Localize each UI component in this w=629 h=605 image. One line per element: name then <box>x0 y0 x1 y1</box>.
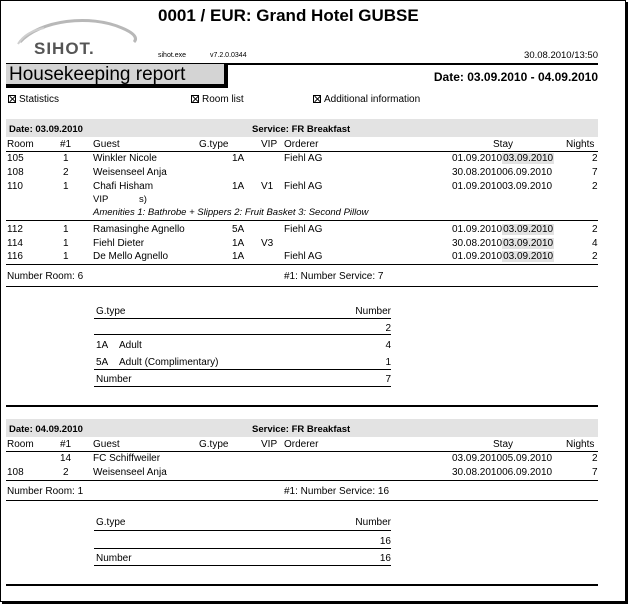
col-nights: Nights <box>566 139 595 150</box>
col-nights: Nights <box>566 439 595 450</box>
checkbox-checked-icon[interactable] <box>8 95 16 103</box>
stats-col-gtype: G.type <box>96 517 126 528</box>
col-gtype: G.type <box>199 439 229 450</box>
stats-col-gtype: G.type <box>96 306 126 317</box>
checkbox-checked-icon[interactable] <box>191 95 199 103</box>
section-rule <box>6 480 598 481</box>
stats-bottom-rule <box>94 565 391 566</box>
col-orderer: Orderer <box>284 439 319 450</box>
stats-col-number: Number <box>355 306 391 317</box>
section-date: Date: 03.09.2010 <box>9 124 83 135</box>
logo-text: SIHOT. <box>34 39 95 58</box>
col-orderer: Orderer <box>284 139 319 150</box>
amenities-note: Amenities 1: Bathrobe + Slippers 2: Fruit Basket 3: Second Pillow <box>93 207 369 218</box>
col-gtype: G.type <box>199 139 229 150</box>
section-date: Date: 04.09.2010 <box>9 424 83 435</box>
section-end-rule <box>6 584 598 586</box>
number-room: Number Room: 1 <box>7 486 84 497</box>
stats-rule <box>94 334 391 335</box>
col-guest: Guest <box>93 139 120 150</box>
stats-rule <box>94 548 391 549</box>
col-num: #1 <box>60 139 72 150</box>
stats-rule <box>94 369 391 370</box>
col-vip: VIP <box>261 439 278 450</box>
summary-rule <box>6 286 598 287</box>
checkbox-checked-icon[interactable] <box>313 95 321 103</box>
column-header-rule <box>6 451 598 452</box>
col-stay: Stay <box>493 439 514 450</box>
stats-col-number: Number <box>355 517 391 528</box>
option-additional-information[interactable]: Additional information <box>313 94 420 105</box>
number-service: #1: Number Service: 16 <box>284 486 390 497</box>
col-guest: Guest <box>93 439 120 450</box>
summary-rule <box>6 500 598 501</box>
app-version: v7.2.0.0344 <box>210 52 247 59</box>
stats-header-rule <box>94 530 391 531</box>
section-service: Service: FR Breakfast <box>252 124 351 135</box>
number-room: Number Room: 6 <box>7 271 84 282</box>
number-service: #1: Number Service: 7 <box>284 271 384 282</box>
section-service: Service: FR Breakfast <box>252 424 351 435</box>
col-num: #1 <box>60 439 72 450</box>
col-room: Room <box>7 439 34 450</box>
stats-total-label: Number <box>96 374 132 385</box>
col-stay: Stay <box>493 139 514 150</box>
section-rule <box>6 264 598 265</box>
report-title: Housekeeping report <box>9 64 186 85</box>
stats-total-label: Number <box>96 553 132 564</box>
row-separator <box>6 220 598 221</box>
app-name: sihot.exe <box>158 52 187 59</box>
vip-note-suffix: s) <box>139 194 147 205</box>
option-statistics[interactable]: Statistics <box>8 94 59 105</box>
vip-note: VIP <box>93 194 109 205</box>
col-vip: VIP <box>261 139 278 150</box>
col-room: Room <box>7 139 34 150</box>
section-end-rule <box>6 405 598 407</box>
report-title-box <box>6 64 228 88</box>
page-title: 0001 / EUR: Grand Hotel GUBSE <box>158 6 419 25</box>
stats-header-rule <box>94 318 391 319</box>
stats-total: 7 <box>385 374 391 385</box>
printed-timestamp: 30.08.2010/13:50 <box>524 50 598 61</box>
stats-bottom-rule <box>94 386 391 387</box>
date-range: Date: 03.09.2010 - 04.09.2010 <box>433 70 598 84</box>
column-header-rule <box>6 151 598 152</box>
sihot-logo <box>10 14 148 60</box>
stats-total: 16 <box>379 553 391 564</box>
option-room-list[interactable]: Room list <box>191 94 244 105</box>
